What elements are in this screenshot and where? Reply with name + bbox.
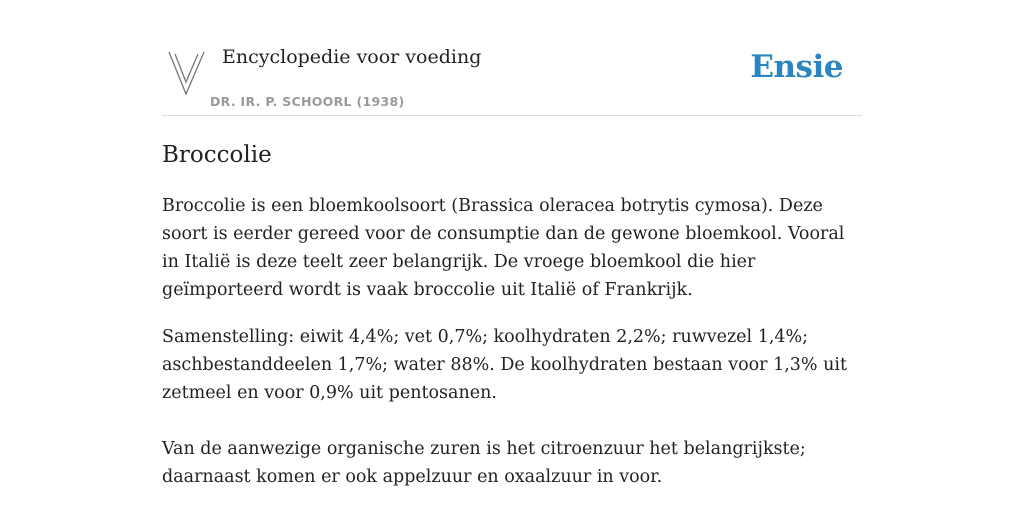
article-title: Broccolie: [162, 142, 272, 168]
article-paragraph: Broccolie is een bloemkoolsoort (Brassica oleracea botrytis cymosa). Deze soort is eerder gereed voor de consumptie dan de gewone bloemkool. Vooral in Italië is deze teelt zeer belangrijk. De vroege bloemkool die hier geïmporteerd wordt is vaak broccolie uit Italië of Frankrijk.: [162, 196, 845, 300]
page-header: [162, 40, 862, 116]
article-paragraph: Van de aanwezige organische zuren is het citroenzuur het belangrijkste; daarnaast komen er ook appelzuur en oxaalzuur in voor.: [162, 439, 806, 487]
brand-logo[interactable]: Ensie: [750, 49, 843, 85]
book-title[interactable]: Encyclopedie voor voeding: [222, 46, 482, 68]
article-paragraph: Samenstelling: eiwit 4,4%; vet 0,7%; koolhydraten 2,2%; ruwvezel 1,4%; aschbestanddeelen 1,7%; water 88%. De koolhydraten bestaan voor 1,3% uit zetmeel en voor 0,9% uit pentosanen.: [162, 327, 848, 403]
v-logo-icon[interactable]: [166, 49, 208, 97]
article: [162, 138, 862, 491]
book-author: DR. IR. P. SCHOORL (1938): [210, 94, 405, 109]
